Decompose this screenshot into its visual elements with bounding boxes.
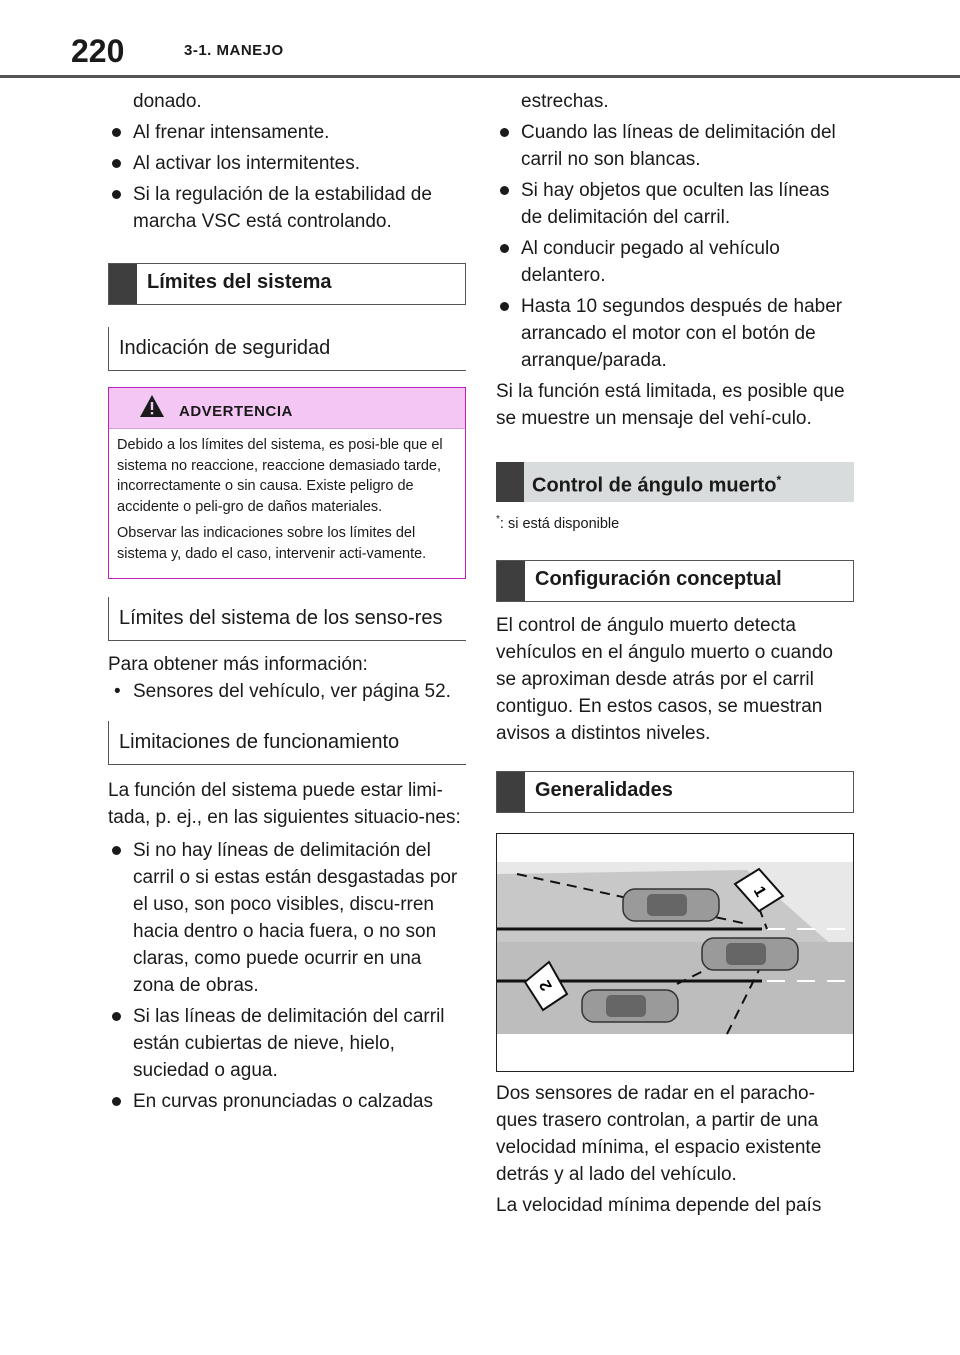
footnote-mark: * — [496, 514, 500, 525]
warning-header — [109, 388, 465, 429]
page-number: 220 — [71, 33, 125, 69]
list-item: Si no hay líneas de delimitación del carril o si estas están desgastadas por el uso, son poco visibles, discu-rren hacia dentro o hacia fuera, o no son claras, como puede ocurrir en una zona de obras. — [108, 837, 466, 999]
warning-body — [109, 429, 465, 578]
footnote-marker: * — [776, 473, 782, 487]
car-icon — [702, 938, 798, 970]
callout-label: 2 — [536, 976, 556, 994]
list-item: Al activar los intermitentes. — [108, 150, 466, 177]
heading-bar — [496, 462, 524, 502]
left-column — [108, 88, 466, 1119]
heading-blind-spot — [496, 462, 854, 502]
list-item: • Sensores del vehículo, ver página 52. — [108, 678, 466, 705]
car-icon — [582, 990, 678, 1022]
warning-text: Observar las indicaciones sobre los límites del sistema y, dado el caso, intervenir acti-vamente. — [117, 525, 427, 562]
heading-text: Generalidades — [535, 778, 673, 801]
list-item: Si la regulación de la estabilidad de marcha VSC está controlando. — [108, 181, 466, 235]
bullet-list-top — [108, 119, 466, 235]
footnote — [496, 510, 854, 534]
subheading-func-limits: Limitaciones de funcionamiento — [108, 721, 466, 765]
list-item: En curvas pronunciadas o calzadas — [108, 1088, 466, 1115]
warning-box — [108, 387, 466, 579]
paragraph: El control de ángulo muerto detecta vehículos en el ángulo muerto o cuando se aproximan desde atrás por el carril contiguo. En estos casos, se muestran avisos a distintos niveles. — [496, 614, 833, 744]
subheading-sensor-limits: Límites del sistema de los senso-res — [108, 597, 466, 641]
right-column — [496, 88, 854, 1223]
warning-text: Debido a los límites del sistema, es posi-ble que el sistema no reaccione, reaccione demasiado tarde, incorrectamente o sin causa. Existe peligro de accidente o peli-gro de daños materiales. — [117, 437, 443, 515]
continued-text: estrechas. — [521, 91, 609, 112]
paragraph: Si la función está limitada, es posible que se muestre un mensaje del vehí-culo. — [496, 381, 845, 429]
heading-bar — [497, 772, 525, 812]
warning-triangle-icon — [139, 394, 165, 426]
bullet-list-bottom — [108, 837, 466, 1115]
footnote-text: : si está disponible — [499, 515, 620, 532]
heading-text — [524, 462, 781, 502]
warning-title: ADVERTENCIA — [179, 403, 293, 420]
bullet-list — [496, 119, 854, 374]
heading-system-limits — [108, 263, 466, 305]
heading-bar — [497, 561, 525, 601]
callout-label: 1 — [749, 883, 770, 900]
heading-text: Límites del sistema — [147, 271, 332, 293]
subheading-safety: Indicación de seguridad — [108, 327, 466, 371]
paragraph: Para obtener más información: — [108, 654, 368, 675]
list-item: Al conducir pegado al vehículo delantero. — [496, 235, 854, 289]
paragraph: La función del sistema puede estar limi-tada, p. ej., en las siguientes situacio-nes: — [108, 780, 461, 828]
section-title: 3-1. MANEJO — [184, 42, 284, 59]
list-item: Al frenar intensamente. — [108, 119, 466, 146]
heading-text: Configuración conceptual — [535, 567, 782, 590]
continued-text: donado. — [133, 91, 202, 112]
list-item: Si las líneas de delimitación del carril están cubiertas de nieve, hielo, suciedad o agua. — [108, 1003, 466, 1084]
dash-list — [108, 678, 466, 705]
heading-bar — [109, 264, 137, 304]
paragraph: La velocidad mínima depende del país — [496, 1194, 822, 1216]
page-header — [0, 0, 960, 78]
road-illustration — [497, 834, 853, 1071]
paragraph: Dos sensores de radar en el paracho-ques trasero controlan, a partir de una velocidad mínima, el espacio existente detrás y al lado del vehículo. — [496, 1082, 822, 1185]
heading-label: Control de ángulo muerto — [532, 474, 777, 497]
list-item: Cuando las líneas de delimitación del carril no son blancas. — [496, 119, 854, 173]
car-icon — [623, 889, 719, 921]
heading-concept — [496, 560, 854, 602]
heading-general — [496, 771, 854, 813]
header-rule — [0, 75, 960, 78]
blind-spot-figure — [496, 833, 854, 1072]
list-item: Si hay objetos que oculten las líneas de delimitación del carril. — [496, 177, 854, 231]
list-item: Hasta 10 segundos después de haber arrancado el motor con el botón de arranque/parada. — [496, 293, 854, 374]
